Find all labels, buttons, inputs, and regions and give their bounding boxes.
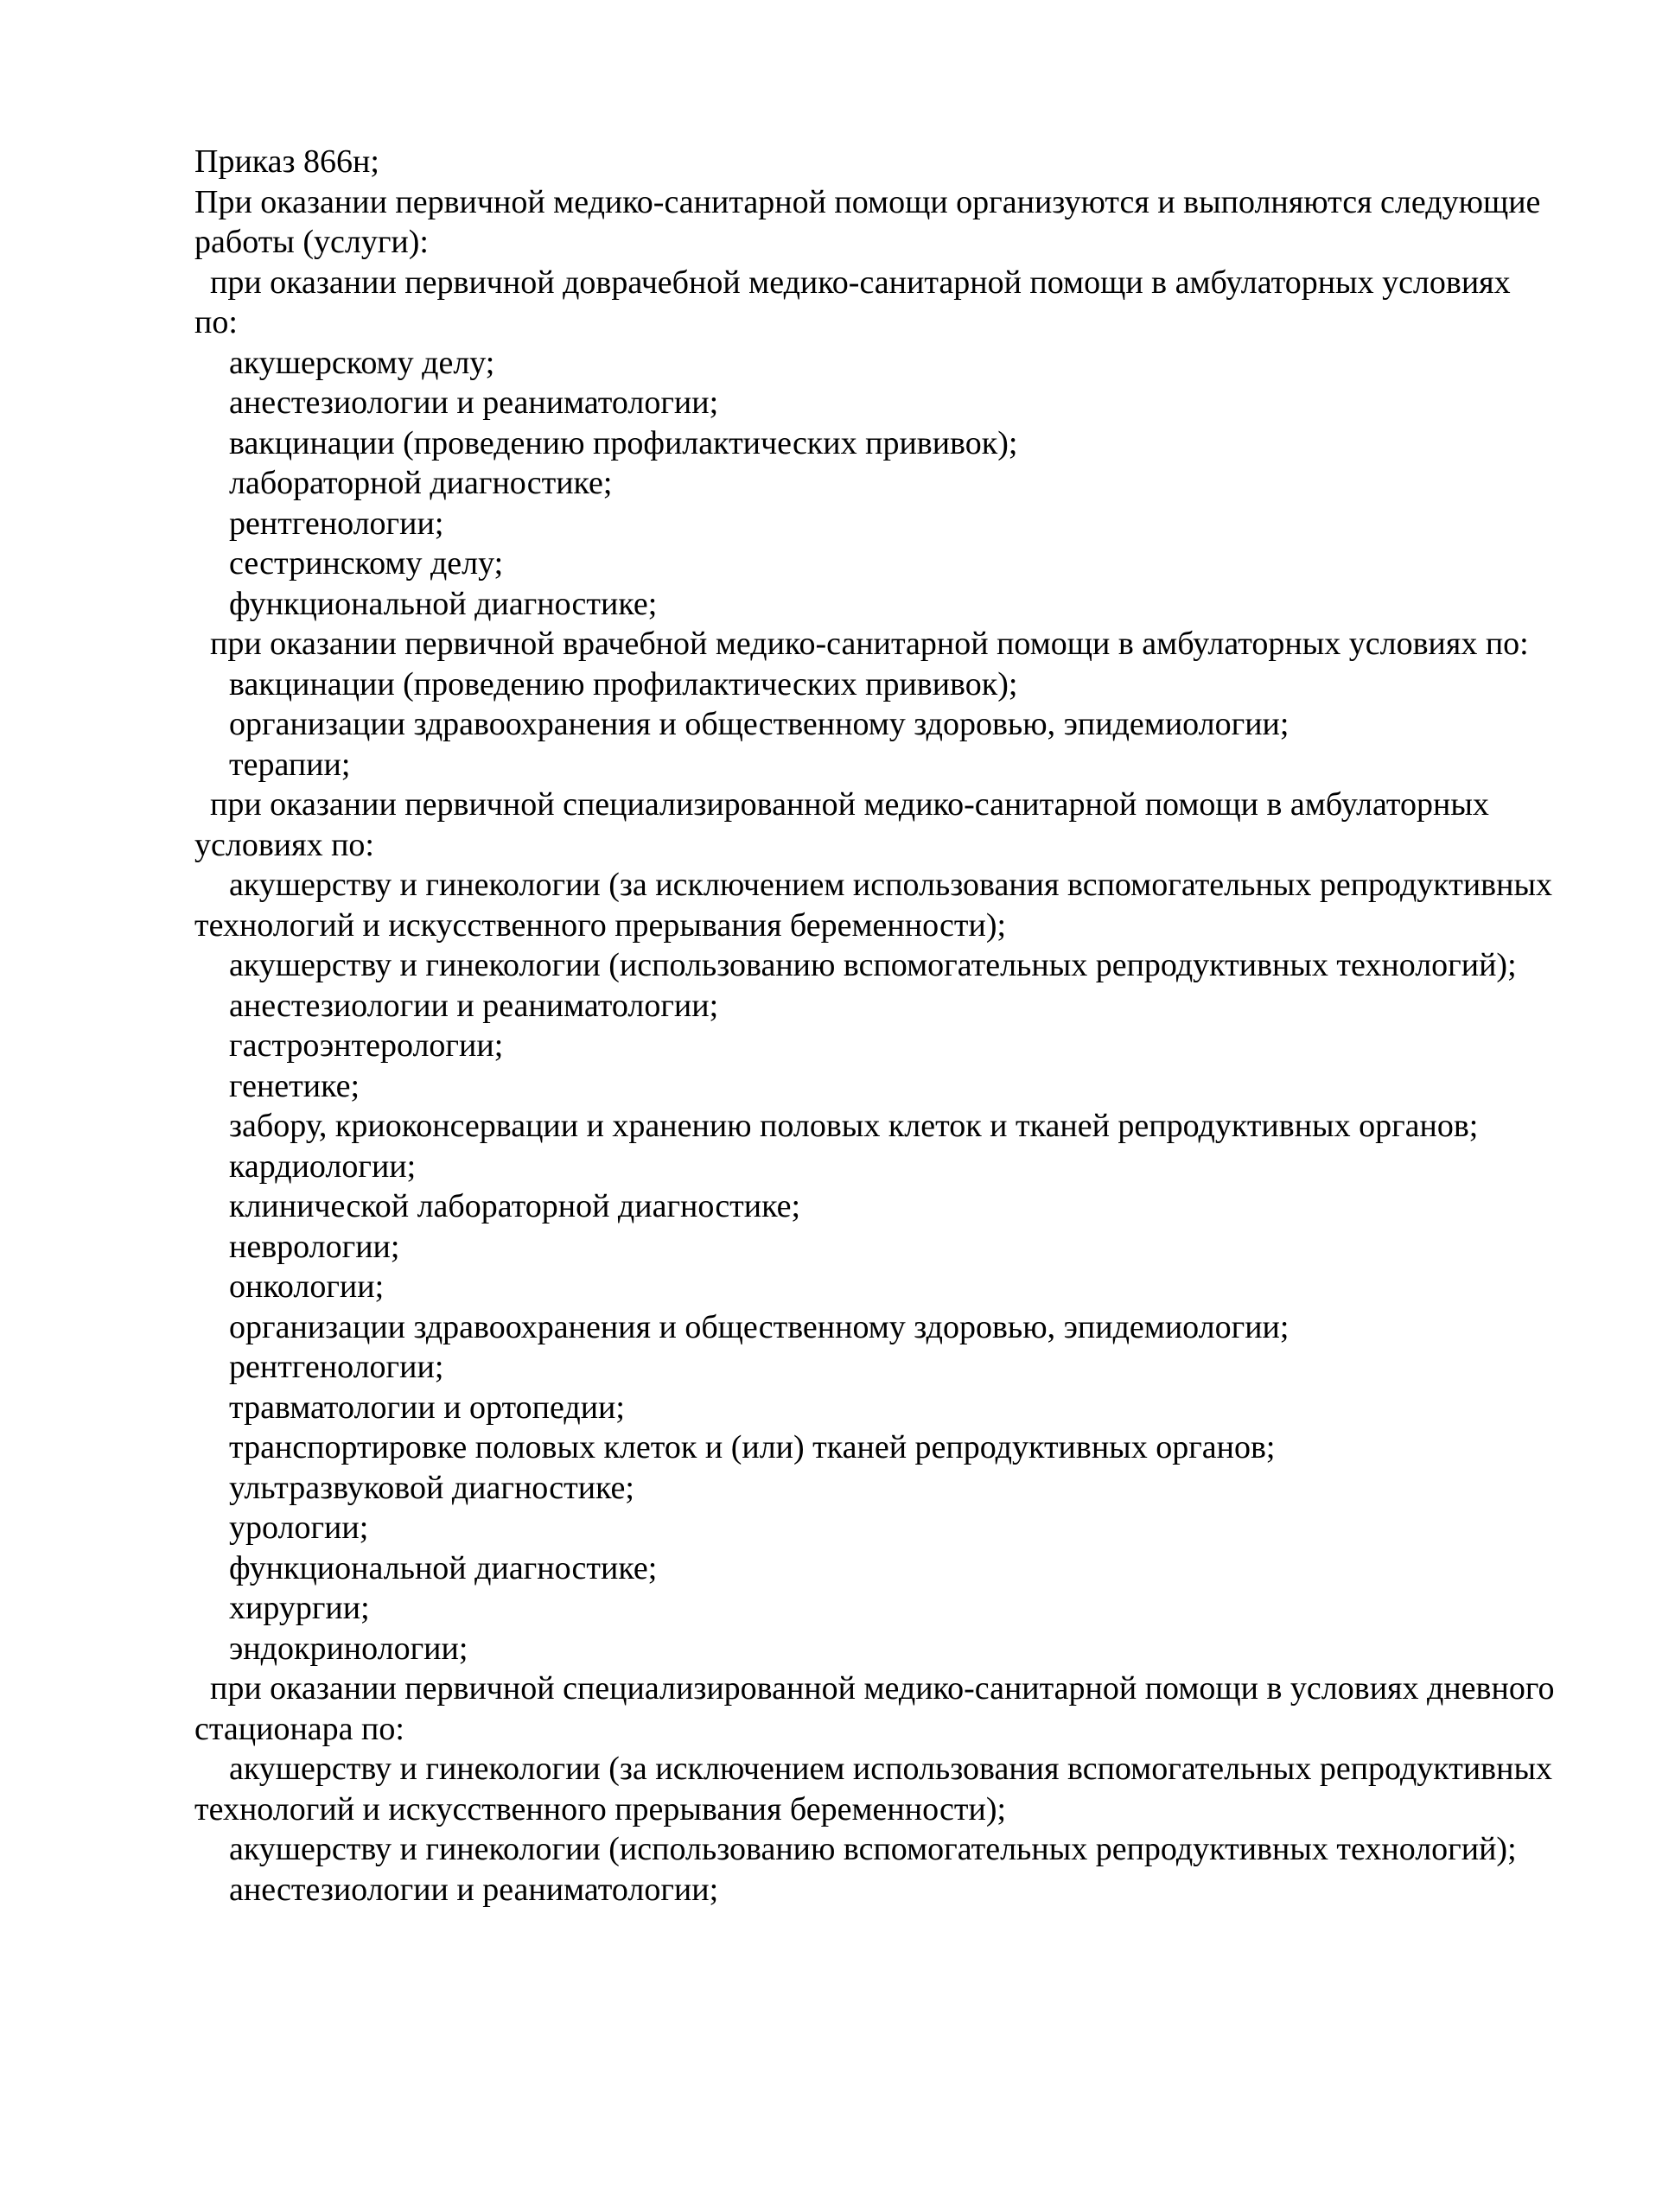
order-number-line: Приказ 866н; — [194, 143, 379, 180]
text-line: работы (услуги): — [194, 224, 429, 260]
document-text-block — [194, 142, 1612, 1910]
text-line: технологий и искусственного прерывания беременности); — [194, 1790, 1007, 1827]
text-line: терапии; — [229, 746, 351, 783]
text-line: транспортировке половых клеток и (или) тканей репродуктивных органов; — [229, 1429, 1276, 1465]
text-line: акушерству и гинекологии (за исключением использования вспомогательных репродуктивных — [229, 1751, 1552, 1787]
text-line: рентгенологии; — [229, 505, 444, 542]
text-line: анестезиологии и реаниматологии; — [229, 1871, 719, 1908]
text-line: функциональной диагностике; — [229, 585, 658, 622]
text-line: акушерству и гинекологии (за исключением использования вспомогательных репродуктивных — [229, 867, 1552, 903]
text-line: сестринскому делу; — [229, 545, 504, 582]
text-line: акушерству и гинекологии (использованию вспомогательных репродуктивных технологий); — [229, 947, 1517, 983]
text-line: при оказании первичной врачебной медико-санитарной помощи в амбулаторных условиях по: — [210, 626, 1529, 662]
text-line: условиях по: — [194, 826, 374, 863]
text-line: организации здравоохранения и общественному здоровью, эпидемиологии; — [229, 1308, 1289, 1345]
text-line: При оказании первичной медико-санитарной помощи организуются и выполняются следующие — [194, 183, 1541, 220]
text-line: гастроэнтерологии; — [229, 1027, 504, 1064]
text-line: организации здравоохранения и общественному здоровью, эпидемиологии; — [229, 706, 1289, 742]
text-line: забору, криоконсервации и хранению половых клеток и тканей репродуктивных органов; — [229, 1108, 1479, 1144]
text-line: неврологии; — [229, 1228, 400, 1265]
text-line: рентгенологии; — [229, 1349, 444, 1385]
text-line: генетике; — [229, 1067, 360, 1104]
text-line: вакцинации (проведению профилактических прививок); — [229, 424, 1018, 461]
text-line: хирургии; — [229, 1590, 370, 1626]
text-line: при оказании первичной специализированной медико-санитарной помощи в амбулаторных — [210, 786, 1489, 823]
text-line: по: — [194, 304, 238, 340]
text-line: функциональной диагностике; — [229, 1549, 658, 1586]
text-line: урологии; — [229, 1510, 369, 1546]
text-line: ультразвуковой диагностике; — [229, 1469, 634, 1506]
text-line: при оказании первичной доврачебной медико-санитарной помощи в амбулаторных условиях — [210, 264, 1511, 301]
text-line: анестезиологии и реаниматологии; — [229, 385, 719, 421]
text-line: технологий и искусственного прерывания беременности); — [194, 906, 1007, 944]
text-line: клинической лабораторной диагностике; — [229, 1188, 801, 1224]
text-line: вакцинации (проведению профилактических прививок); — [229, 665, 1018, 702]
text-line: онкологии; — [229, 1268, 385, 1305]
text-line: анестезиологии и реаниматологии; — [229, 987, 719, 1024]
text-line: стационара по: — [194, 1710, 404, 1747]
text-line: кардиологии; — [229, 1147, 417, 1185]
text-line: эндокринологии; — [229, 1630, 468, 1667]
text-line: акушерству и гинекологии (использованию вспомогательных репродуктивных технологий); — [229, 1831, 1517, 1867]
text-line: лабораторной диагностике; — [229, 465, 613, 501]
text-line: при оказании первичной специализированной медико-санитарной помощи в условиях дневного — [210, 1670, 1555, 1707]
text-line: травматологии и ортопедии; — [229, 1389, 625, 1426]
text-line: акушерскому делу; — [229, 344, 495, 381]
